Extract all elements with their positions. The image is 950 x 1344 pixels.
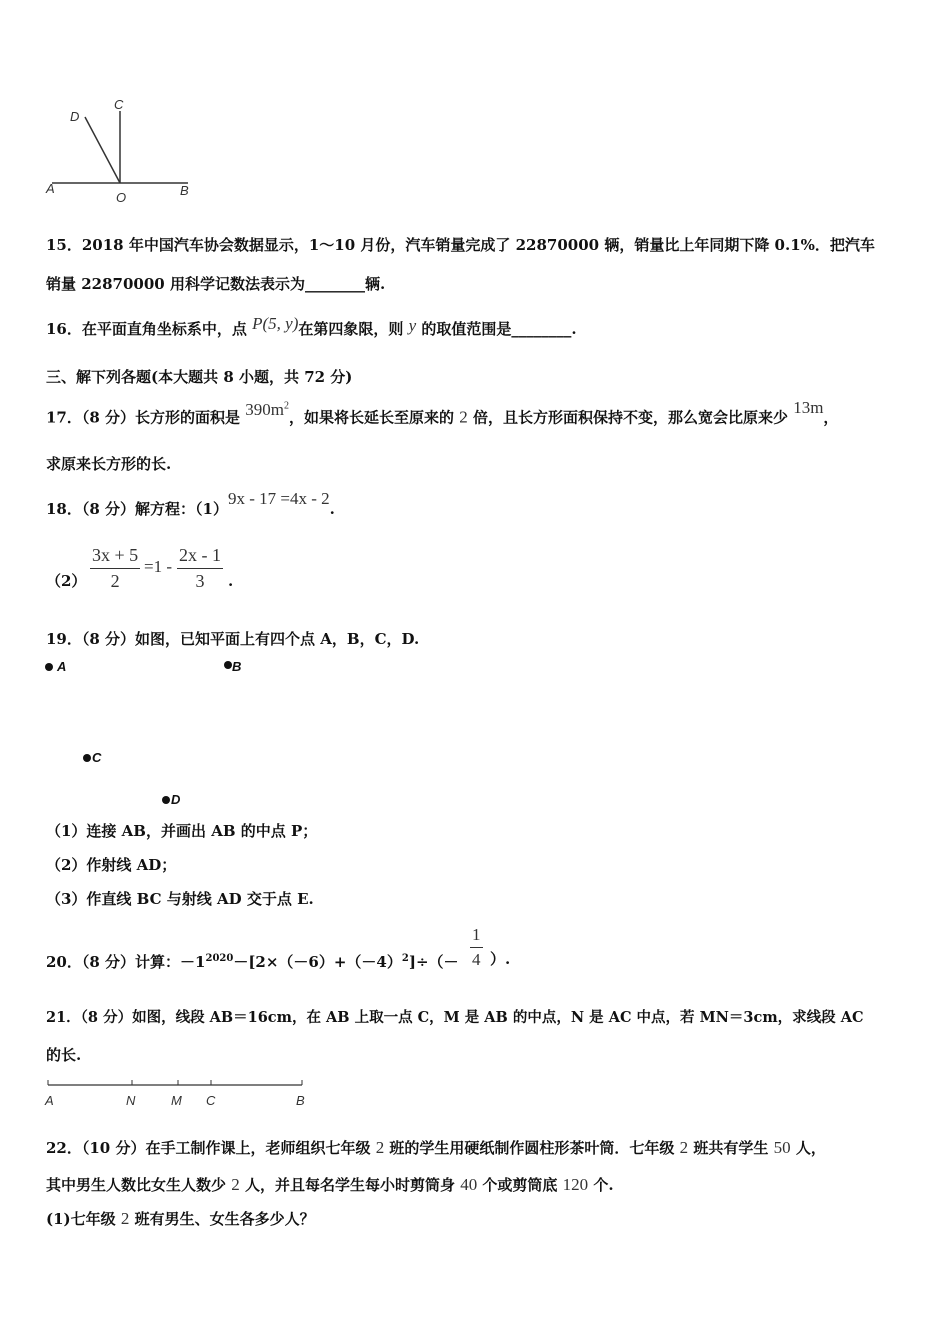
q20-mid: －[2×（－6）+（－4） [233, 953, 402, 971]
q17-area-sup: 2 [284, 400, 289, 411]
q22-diff: 2 [231, 1175, 240, 1194]
q21-line2: 的长. [46, 1046, 82, 1064]
q22-line1-pre: 22．（10 分）在手工制作课上，老师组织七年级 [46, 1139, 376, 1157]
q16-mid2: 的取值范围是 [416, 320, 512, 338]
q19-part1: （1）连接 AB，并画出 AB 的中点 P； [46, 822, 318, 840]
q22-line1-mid: 班的学生用硬纸制作圆柱形茶叶筒．七年级 [384, 1139, 680, 1157]
q22-line1 [46, 1139, 826, 1157]
q18-frac1-den: 2 [110, 571, 120, 591]
label-a: A [46, 181, 55, 196]
q15-line1: 15．2018 年中国汽车协会数据显示，1～10 月份，汽车销量完成了 22870000 辆，销量比上年同期下降 0.1%．把汽车 [46, 236, 875, 254]
q18-frac1-num: 3x + 5 [90, 545, 140, 569]
q18-frac2-den: 3 [195, 571, 205, 591]
q19-points-figure [40, 655, 280, 815]
q18-pre: 18．（8 分）解方程：（1） [46, 500, 228, 518]
point-d-dot [162, 796, 170, 804]
label-d: D [70, 109, 80, 124]
q18-eq1: 9x - 17 =4x - 2 [227, 489, 330, 508]
q22-sub1-post: 班有男生、女生各多少人？ [129, 1210, 315, 1228]
q17-pre: 17．（8 分）长方形的面积是 [46, 408, 246, 427]
q22-line2-mid: 人，并且每名学生每小时剪筒身 [239, 1176, 461, 1194]
point-c-label: C [92, 750, 102, 765]
label-b: B [180, 183, 189, 198]
q22-line2-pre: 其中男生人数比女生人数少 [46, 1176, 232, 1194]
q18-line1 [46, 489, 335, 518]
q20-frac [470, 925, 483, 970]
q22-line2-post: 个. [588, 1176, 614, 1194]
q20-exp: 2020 [205, 953, 234, 964]
q16-blank: ________ [511, 320, 572, 338]
q17-times: 2 [459, 407, 468, 427]
q20-frac-den: 4 [472, 950, 481, 969]
q20-frac-num: 1 [470, 925, 483, 948]
q20-exp2: 2 [401, 953, 409, 964]
seg-label-n: N [126, 1093, 136, 1108]
q18-frac1 [90, 545, 140, 592]
q17-area-value: 390m [245, 399, 284, 419]
ray-od [85, 117, 120, 183]
q18-frac2 [177, 545, 223, 592]
q22-line2 [46, 1176, 614, 1194]
q17-area [245, 400, 289, 419]
q17-mid: ，如果将长延长至原来的 [289, 408, 460, 427]
q17-line1 [46, 397, 839, 427]
label-c: C [114, 97, 124, 112]
q17-post: ， [823, 408, 839, 427]
q17-line2: 求原来长方形的长. [46, 455, 172, 473]
q17-mid2: 倍，且长方形面积保持不变，那么宽会比原来少 [467, 408, 794, 427]
q16-var: y [408, 316, 417, 335]
seg-label-a: A [45, 1093, 54, 1108]
q17-less: 13m [793, 397, 824, 417]
q19-text: 19．（8 分）如图，已知平面上有四个点 A，B，C，D. [46, 630, 420, 648]
q22-line1-post: 人， [790, 1139, 826, 1157]
q18-mid: =1 - [144, 557, 172, 576]
q22-bottom: 120 [562, 1175, 589, 1194]
q15-line2 [46, 275, 385, 293]
seg-label-c: C [206, 1093, 216, 1108]
q20-pre: 20．（8 分）计算：－1 [46, 953, 206, 971]
point-a-label: A [57, 659, 67, 674]
q22-sub1-class: 2 [120, 1209, 130, 1228]
section3-heading: 三、解下列各题(本大题共 8 小题，共 72 分) [46, 368, 353, 386]
q22-body: 40 [460, 1175, 478, 1194]
q18-label2: （2） [46, 572, 87, 590]
q18-post1: . [329, 500, 335, 518]
q22-class: 2 [375, 1138, 385, 1157]
q22-students: 50 [773, 1138, 791, 1157]
point-b-dot [224, 661, 232, 669]
seg-label-m: M [171, 1093, 182, 1108]
q15-blank: ________ [304, 275, 365, 293]
q16-point: P(5, y) [252, 314, 299, 333]
q22-line2-mid2: 个或剪筒底 [477, 1176, 563, 1194]
q18-post2: . [228, 572, 234, 590]
q15-line2-post: 辆. [364, 275, 386, 293]
point-c-dot [83, 754, 91, 762]
q20 [46, 950, 459, 971]
q16-post: . [571, 320, 577, 338]
q21-line1: 21．（8 分）如图，线段 AB＝16cm，在 AB 上取一点 C，M 是 AB 的中点，N 是 AC 中点，若 MN＝3cm，求线段 AC [46, 1009, 864, 1026]
q22-class2: 2 [679, 1138, 689, 1157]
q19-part3: （3）作直线 BC 与射线 AD 交于点 E. [46, 890, 314, 908]
q22-line1-mid2: 班共有学生 [688, 1139, 774, 1157]
q16-pre: 16．在平面直角坐标系中，点 [46, 320, 253, 338]
point-d-label: D [171, 792, 181, 807]
seg-label-b: B [296, 1093, 305, 1108]
point-b-label: B [232, 659, 242, 674]
q22-sub1 [46, 1210, 315, 1228]
label-o: O [116, 190, 127, 205]
q21-segment-figure [40, 1075, 320, 1111]
q16-mid1: 在第四象限，则 [298, 320, 409, 338]
point-a-dot [45, 663, 53, 671]
q20-post: ）. [490, 950, 511, 968]
q15-line2-text: 销量 22870000 用科学记数法表示为 [46, 275, 305, 293]
q18-frac2-num: 2x - 1 [177, 545, 223, 569]
angle-figure [40, 95, 200, 210]
q22-sub1-pre: (1)七年级 [46, 1210, 121, 1228]
q19-part2: （2）作射线 AD； [46, 856, 177, 874]
q20-mid2: ]÷（－ [408, 953, 459, 971]
q16 [46, 314, 577, 338]
